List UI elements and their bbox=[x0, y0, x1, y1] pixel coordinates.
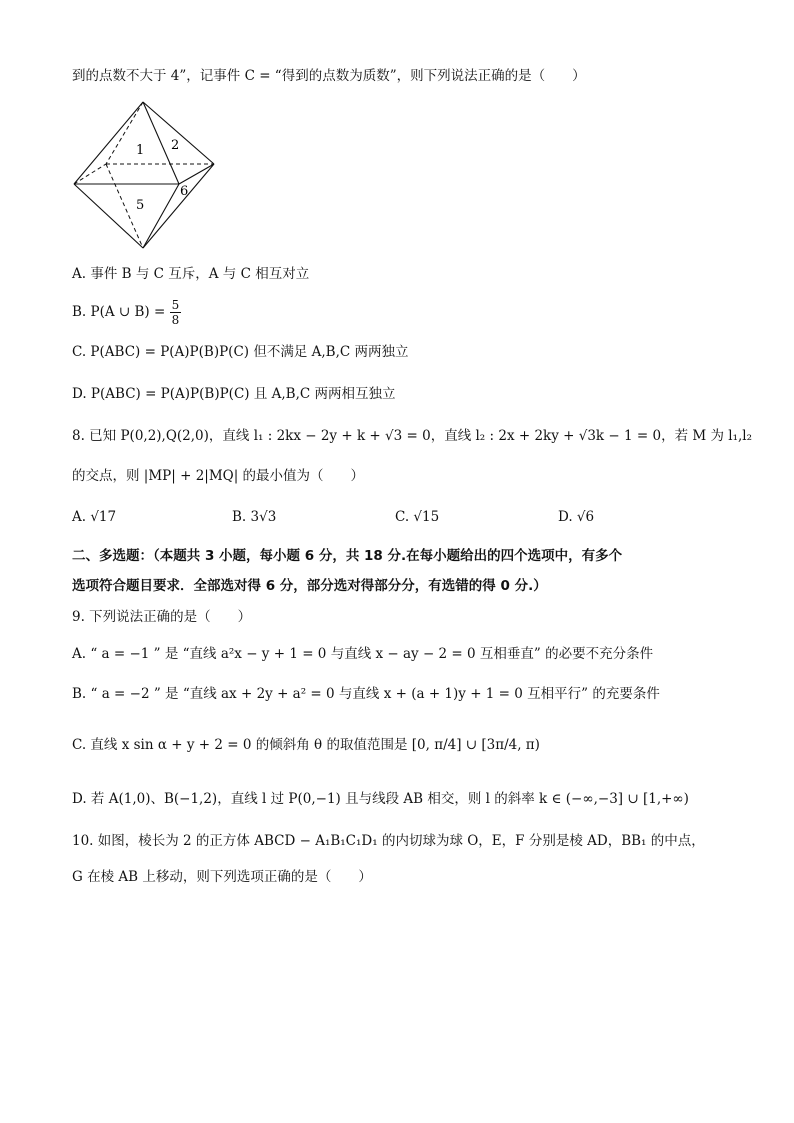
q8-option-b: B. 3√3 bbox=[232, 509, 277, 525]
face-label-2: 2 bbox=[171, 138, 180, 153]
face-label-6: 6 bbox=[180, 184, 189, 199]
q7-option-b bbox=[72, 298, 181, 327]
q7-option-d: D. P(ABC) = P(A)P(B)P(C) 且 A,B,C 两两相互独立 bbox=[72, 386, 396, 402]
fraction bbox=[170, 298, 182, 327]
q8-options-row bbox=[72, 509, 772, 529]
octahedron-drawing bbox=[70, 98, 220, 254]
q9-option-b: B. “ a = −2 ” 是 “直线 ax + 2y + a² = 0 与直线 x + (a + 1)y + 1 = 0 互相平行” 的充要条件 bbox=[72, 686, 660, 702]
fraction-numerator: 5 bbox=[171, 298, 180, 312]
q7-stem-continuation: 到的点数不大于 4”，记事件 C = “得到的点数为质数”，则下列说法正确的是（ ） bbox=[72, 68, 586, 84]
q8-stem-line1: 8. 已知 P(0,2),Q(2,0)，直线 l₁ : 2kx − 2y + k + √3 = 0，直线 l₂ : 2x + 2ky + √3k − 1 = 0，若 M 为 l₁,l₂ bbox=[72, 428, 753, 444]
q10-stem-line2: G 在棱 AB 上移动，则下列选项正确的是（ ） bbox=[72, 869, 372, 885]
octahedron-figure bbox=[70, 98, 220, 254]
face-label-5: 5 bbox=[136, 198, 145, 213]
q9-option-c: C. 直线 x sin α + y + 2 = 0 的倾斜角 θ 的取值范围是 [0, π/4] ∪ [3π/4, π) bbox=[72, 737, 540, 753]
q10-stem-line1: 10. 如图，棱长为 2 的正方体 ABCD − A₁B₁C₁D₁ 的内切球为球 O，E，F 分别是棱 AD，BB₁ 的中点， bbox=[72, 833, 705, 849]
q7-option-b-text: B. P(A ∪ B) = bbox=[72, 304, 166, 320]
q9-stem: 9. 下列说法正确的是（ ） bbox=[72, 609, 252, 625]
q7-option-a: A. 事件 B 与 C 互斥，A 与 C 相互对立 bbox=[72, 266, 310, 282]
fraction-denominator: 8 bbox=[171, 313, 180, 327]
q8-stem-line2: 的交点，则 |MP| + 2|MQ| 的最小值为（ ） bbox=[72, 468, 365, 484]
face-label-1: 1 bbox=[136, 143, 145, 158]
section2-header-line1: 二、多选题：（本题共 3 小题，每小题 6 分，共 18 分.在每小题给出的四个选项中，有多个 bbox=[72, 548, 623, 564]
q7-option-c: C. P(ABC) = P(A)P(B)P(C) 但不满足 A,B,C 两两独立 bbox=[72, 344, 409, 360]
q8-option-a: A. √17 bbox=[72, 509, 117, 525]
q8-option-c: C. √15 bbox=[395, 509, 440, 525]
section2-header-line2: 选项符合题目要求．全部选对得 6 分，部分选对得部分分，有选错的得 0 分.） bbox=[72, 578, 547, 594]
q9-option-d: D. 若 A(1,0)、B(−1,2)，直线 l 过 P(0,−1) 且与线段 AB 相交，则 l 的斜率 k ∈ (−∞,−3] ∪ [1,+∞) bbox=[72, 791, 689, 807]
q9-option-a: A. “ a = −1 ” 是 “直线 a²x − y + 1 = 0 与直线 x − ay − 2 = 0 互相垂直” 的必要不充分条件 bbox=[72, 646, 654, 662]
q8-option-d: D. √6 bbox=[558, 509, 595, 525]
